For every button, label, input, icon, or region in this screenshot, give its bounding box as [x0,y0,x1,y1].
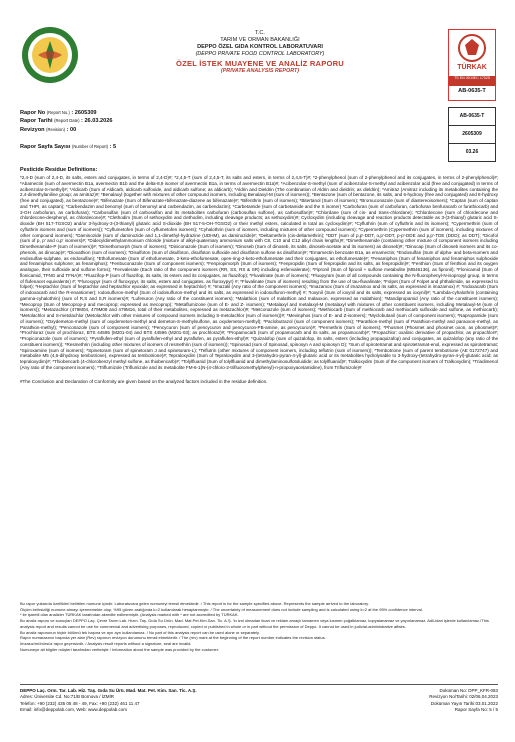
footer-page-no: Rapor Sayfa No: 5 / 5 [454,706,498,712]
footer-revision: Revizyon No/Tarihi: 02/06.04.2023 [429,694,498,700]
footer-email: Email: info@deppolab.com, Web: www.deppolab.com [20,706,128,712]
header-lab-en: (DEPPO PRIVATE FOOD CONTROL LABORATORY) [195,51,325,57]
report-date-label: Rapor Tarihi [20,118,53,125]
disclaimer-line: Bu rapor yukarıda özellikleri belirtilen numune içindir. Laboratuvara gelen numuneyi temsil etmektedir. / This report is for the sample specified above. Represents the sample arrived to the laboratory. [20,601,369,606]
accreditation-code: AB-0635-T [449,108,495,126]
turkak-logo-icon [457,33,487,63]
residue-title: Pesticide Residue Definitions: [20,167,98,173]
turkak-standard: TS EN ISO/IEC 17025 [449,76,495,86]
footer-address: Adres: Üniversite Cd. No:71/B Bornova / İZMİR [20,694,115,700]
report-no-value: : 2605309 [71,110,97,116]
revision-label: Revizyon [20,126,45,133]
footer-phone: Telefon: +90 (232) 435 05 48 - 49, Fax: +90 (232) 461 11 47 [20,700,140,706]
turkak-code: AB-0635-T [458,88,486,94]
report-subtitle: (PRIVATE ANALYSIS REPORT) [220,68,300,74]
report-meta [20,109,117,150]
report-date-value: : 26.03.2026 [81,118,113,125]
ministry-logo-icon [20,25,80,85]
disclaimer-line: Numuneye ait bilgiler müşteri tarafından verilmiştir / Information about the sample was provided by the customer. [20,646,219,652]
page-count-value: : 5 [109,144,117,150]
accreditation-box [448,107,496,162]
disclaimer-line: Bu analiz raporu ve sonuçları DEPPO Laç. Çevre Tarım Lab. Hizm. Taş. Gıda Su Ürün. Mad. Mat.Pet.Kim.San. Tic. A.Ş. 'in izni olmadan ticari ve reklam amaçlı tamamen veya kısmen çoğaltılamaz, kopyalanamaz ve yayınlanamaz. Adli-idari işlerde kullanılamaz./This analysis report and results cannot be use for commercial and advertising purposes, reproduced, copied or published in whole or in part without the permission of Deppo. It cannot be used in judicial-administrative affairs. [20,618,489,629]
header-ministry: TARIM VE ORMAN BAKANLIĞI [220,37,300,43]
footer-divider [20,684,498,685]
residue-body: *2,4-D (sum of 2,4-D, its salts, esters and conjugates, in terms of 2,4-D)#; *2,4,5-T (sum of 2,4,5-T, its salts and esters, in terms of 2,4,5-T)#; *2-phenylphenol (sum of 2-phenylphenol and its conjugates, in terms of 2-phenylphenol)#; *Abamectin (sum of avermectin B1a, avermectin B1b and the delta-8,9 isomer of avermectin B1a, in terms of avermectin B1a)#; *Acibenzolar-S-methyl (sum of acibenzolar-S-methyl and acibenzolar acid (free and conjugated) in terms of acibenzolar-S-methyl)#; *Aldicarb (Sum of Aldicarb, aldicarb sulfoxide, and aldicarb sulfone; as aldicarb); *Aldrin and Dieldrin (The combination of Aldrin and dieldrin; as dieldrin); *Amitraz (Amitraz including its metabolites containing the 2,4-dimethylaniline group; as amitraz)#; *Benalaxyl (together with mixtures of other compound isomers, including Benalaxyl-M (sum of isomers)); *Bentazone (sum of bentazone, its salts, and 6-hydroxy (free and conjugated) and 8-hydroxy (free and conjugated), as bentazone)#; *Bifenazate (Sum of Bifenazate+bifenazate-diazene as bifenazate)#; *Bifenthrin (sum of isomers); *Bitertanol (Sum of isomers); *Bromuconazole (sum of diastereoisomers); *Captan (sum of captan and THPI, as captan); *Carbendazim and benomyl (sum of benomyl and carbendazim, as carbendazim); *Carbetamide (sum of carbetamide and the S isomer) *Carbofuran (sum of carbofuran, carbofuran benfuracarb or furathiocarb) and 3-OH carbofuran, as carbofuran); *Carbosulfan (sum of carbosulfan and its metabolites carbofuran (carbosulfan sulfone), as carbosulfan)#; *Chlordane (sum of cis- and trans-chlordane); *Chlordecone (sum of chlordecone and chlordecone-desphenyl, as chlordecone)#; *Clethodim (Sum of sethoxydim and clethodim, including cleavage products; as sethoxydim)#; Cycloxydim (including cleavage and reaction products detectable as 3-(3-thianyl) glutaric acid S-dioxide (BH 517-TGSO2) and/or 3-hydroxy-3-(3-thianyl) glutaric acid S-dioxide (BH 517-5-OH-TGSO2) or their methyl esters, calculated in total as cycloxydim)#; *Cyfluthrin (sum of cyfluthrin and its isomers); *Cypermethrin (sum of cyfluthrin isomers and (sum of isomers)); *Cyflumetofen (sum of cyflumetofen isomers); *Cyhalothrin (sum of isomers, including mixtures of other compound isomers); *Cypermethrin (Cypermethrin (sum of isomers), including mixtures of other compound isomers); *Daminozide (sum of daminozide and 1,1-dimethyl-hydrazine (UDHM), as daminozide)#; *Deltamethrin (cis-deltamethrin); *DDT (sum of p,p'-DDT, o,p'-DDT, p-p'-DDE and p,p'-TDE (DDD); as DDT); *Dicofol (sum of p, p' and o,p' isomers)#; *Didecyldimethylammonium chloride (mixture of alkyl-quaternary ammonium salts with C8, C10 and C12 alkyl chain lengths)#; *Dimethenamide (containing other mixture of component isomers including Dimethenamide-P (sum of isomers))#; *Dimethomorph (Sum of isomers); *Diniconazole (Sum of isomers); *Dinoseb (Sum of dinoseb, its salts, dinoseb-acetate and its isomers) as dinoseb)#; *Dinocap (Sum of dinoseb isomers and its co-phenols, as dinocap)#; *Dioxathion (sum of isomers); *Disulfoton (Sum of disulfoton, disulfoton sulfoxide and disulfoton sulfone as disulfoton)#; *Emamectin benzoate B1a, as emamectin; *Endosulfan (Sum of alpha- and beta-isomers and endosulfan-sulphate, as endosulfan); *Ethofumesate (Sum of ethofumesate, 2-keto-ethofumesate, open-ring-2-keto-ethofumesate and their conjugates, as ethofumesate)#; *Fenamiphos (Sum of fenamiphos and fenamiphos sulphoxide and fenamiphos sulphone; as fenamiphos); *Fenbuconazole (Sum of component isomers); *Fenpropimorph (Sum of isomers); *Fenpropidin (Sum of fenpropidin and its salts, as fenpropidin)#; *Fenthion (Sum of fenthion and its oxygen analogue, their sulfoxide and sulfone forms); *Fenvalerate (Each ratio of the component isomers (RR, SS, RS & SR) including esfenvalerate); *Fipronil (Sum of fipronil + sulfone metabolite (MB46136), as fipronil); *Flonicamid (Sum of flonicamid, TFNG and TFNA)#; *Fluazifop-P (sum of fluazifop, its salts, its esters and its conjugates, as fluazifop); *Fluvalinate (sum of isomers); *Fluopyram (sum of all compounds containing the N-fluorophenyl-N-isopropyl group, in terms of flufenacet equivalents) #; *Fluroxypyr (sum of fluroxypyr, its salts, esters and conjugates, as fluroxypyr) #; *Fluvalinate (Sum of isomers) resulting from the use of tau-fluvalinate; *Folpet (Sum of Folpet and phthalimide, as expressed to folpet); *Heptachlor (Sum of heptachlor and heptachlor epoxide; as expressed in heptachlor) #; *Imazalil (Any ratio of the component isomers); *Imazamox (Sum of imazamox and its salts, as expressed in imazamox) #; *Indoxacarb (Sum of indoxacarb and the R-enantiomer); Iodosulfuron-methyl (Sum of iodosulfuron-methyl and its salts, as expressed in iodosulfuron-methyl) #; *Ioxynil (Sum of ioxynil and its salts, expressed as ioxynil)#; *Lambda-cyhalothrin (containing gamma-cyhalothrin) (sum of R,S and S,R isomers)#; *Lufenuron (Any ratio of the constituent isomers); *Malathion (sum of malathion and malaoxon, expressed as malathion); *Mandipropamid (Any ratio of the constituent isomers); *Mecoprop (Sum of Mecoprop-p and mecoprop; expressed as mecoprop); *Metaflumizone (sum of E- and Z- isomers); *Metalaxyl and metalaxyl-M (metalaxyl with mixtures of other constituent isomers, including Metalaxyl-M (sum of isomers)); *Metazachlor (479M04, 479M08 and 479M16, total of their metabolites, expressed as metazachlor)#; *Metconazole (sum of isomers); *Methiocarb (Sum of methiocarb and methiocarb sulfoxide and sulfone, as methiocarb); *Metolachlor and S-metolachlor (Metolachlor with other mixtures of compound isomers including S-metolachlor (sum of isomers))#; *Mevinphos (sum of E- and Z-isomers); *Myclobutanil (sum of component isomers); *Napropamide (sum of isomers); *Oxydemeton-methyl (sum of oxydemeton-methyl and demeton-S-methylsulfone, as oxydemeton-methyl); *Paclobutrazol (sum of component isomers); *Parathion-methyl (sum of Parathion-methyl and paraoxon-methyl, as Parathion-methyl); *Penconazole (sum of component isomers); *Pencycuron (sum of pencycuron and pencycuron-PB-amine, as pencycuron)#; *Permethrin (Sum of isomers); *Phosmet (Phosmet and phosmet oxon, as phosmet)#; *Prochloraz (sum of prochloraz, BTS 44595 (M201-04) and BTS 44596 (M201-03); as prochloraz)#; *Propamocarb (sum of propamocarb and its salts, as propamocarb)#; *Propachlor: oxalinic derivative of propachlor, as propachlor#; *Propiconazole (sum of isomers); *Pyraflufen-ethyl (sum of pyraflufen-ethyl and pyraflufen, as pyraflufen-ethyl)#; *Quizalofop (sum of quizalofop, its salts, esters (including propaquizafop) and conjugates, as quizalofop (any ratio of the constituent isomers)); *Resmethrin (including other mixtures of isomers of resmethrin (sum of isomers)); *Spinosad (sum of Spinosad, spinosyn A and spinosyn D); *Sum of spirotetramat and spirotetramat-enol, expressed as spirotetramat; *Spiroxamine (sum of isomers); *Spinetoram (sum of spinetoram J and spinetoram-L); *Teflutrin (other mixtures of component isomers, including teflutrin (sum of isomers)); *Tembotrione (sum of parent tembotrione (AE 0172747) and metabolite M5 (4,6-dihydroxy tembotrione), expressed as tembotrione)#; Tepraloxydim (Sum of Tepraloxydim and 3-(tetrahydro-pyran-4-yl)-glutaric acid or its metabolites hydrolysable to 3-hydroxy-(tetrahydro-pyran-4-yl)-glutaric acid; as tepraloxydim)#; *Thiobencarb (4-chlorobenzyl methyl sulfone, as thiobencarb)#; *Tolylfluanid (Sum of tolylfluanid and dimethylaminosulfotoluidide; as tolylfluanid)#; Tralkoxydim (Sum of the component isomers of Tralkoxydim); *Triadimenol (Any ratio of the component isomers); *Triflumizole (Triflumizole and its metabolite FM-6-1(N-(4-chloro-2-trifluoromethylphenyl)-n-propoxyacetamidine), from Triflumizole)# [20,175,498,370]
revision-value: : 00 [66,126,77,133]
report-date-sub: (Report Date) [54,118,80,124]
report-no-label: Rapor No [20,110,46,116]
disclaimer-line: Bu analiz raporunun hiçbir bölümü tek başına ve ayrı ayrı kullanılamaz. / No part of this analysis report can be used alone or separately. [20,629,260,635]
disclaimer-line: Rapor numarasının başında yer alan (Rev) raporun revizyon durumunu temsil etmektedir. / The (rev) mark at the beginning of the report number indicates the revision status. [20,635,326,641]
residue-note: #The Conclusion and Declaration of Conformity are given based on the analyzed factors included in the residue definition. [20,378,268,384]
residue-definitions [20,167,498,384]
footer-pub-date: Doküman Yayın Tarihi:03.01.2022 [430,700,498,706]
accreditation-date: 03.26 [465,149,479,155]
disclaimer-line: İmzasız/mühürsüz rapor geçersizdir. / Analysis result reports without a signature, seal are invalid. [20,640,192,646]
report-no-sub: (Report No.) [46,110,70,115]
disclaimer-line: * ile işaretli olan analizler TÜRKAK tarafından akredite edilmemiştir. (Analysis marked with * are not accredited by TÜRKAK. [20,612,239,618]
header-lab: DEPPO ÖZEL GIDA KONTROL LABORATUVARI [197,44,323,50]
disclaimer [20,601,498,652]
page-count-sub: (Number of Report) [71,144,109,149]
report-title: ÖZEL İSTEK MUAYENE VE ANALİZ RAPORU [176,59,344,68]
footer-company: DEPPO Laç. Orm. Tar. Lab. Hiz. Taş. Gıda Su Ürü. Mad. Mat. Pet. Kim. San. Tic. A.Ş. [20,688,197,693]
page-count-label: Rapor Sayfa Sayısı [20,144,71,150]
turkak-accreditation-badge [448,29,496,101]
header-tc: T.C. [255,30,265,36]
revision-sub: (Revision) [46,126,65,132]
disclaimer-line: Ölçüm belirsizliği numune almayı içermemekte olup, %95 güven aralığında k=2 kullanılarak hesaplanmıştır. / The uncertainty of measurement does not include sampling and is calculated using k=2 at the 95% confidence interval. [20,606,423,612]
report-header [120,30,400,74]
turkak-name: TÜRKAK [457,64,487,71]
footer-doc-no: Doküman No: DPP_KFR-083 [439,688,498,693]
accreditation-report-no: 2605309 [449,126,495,144]
